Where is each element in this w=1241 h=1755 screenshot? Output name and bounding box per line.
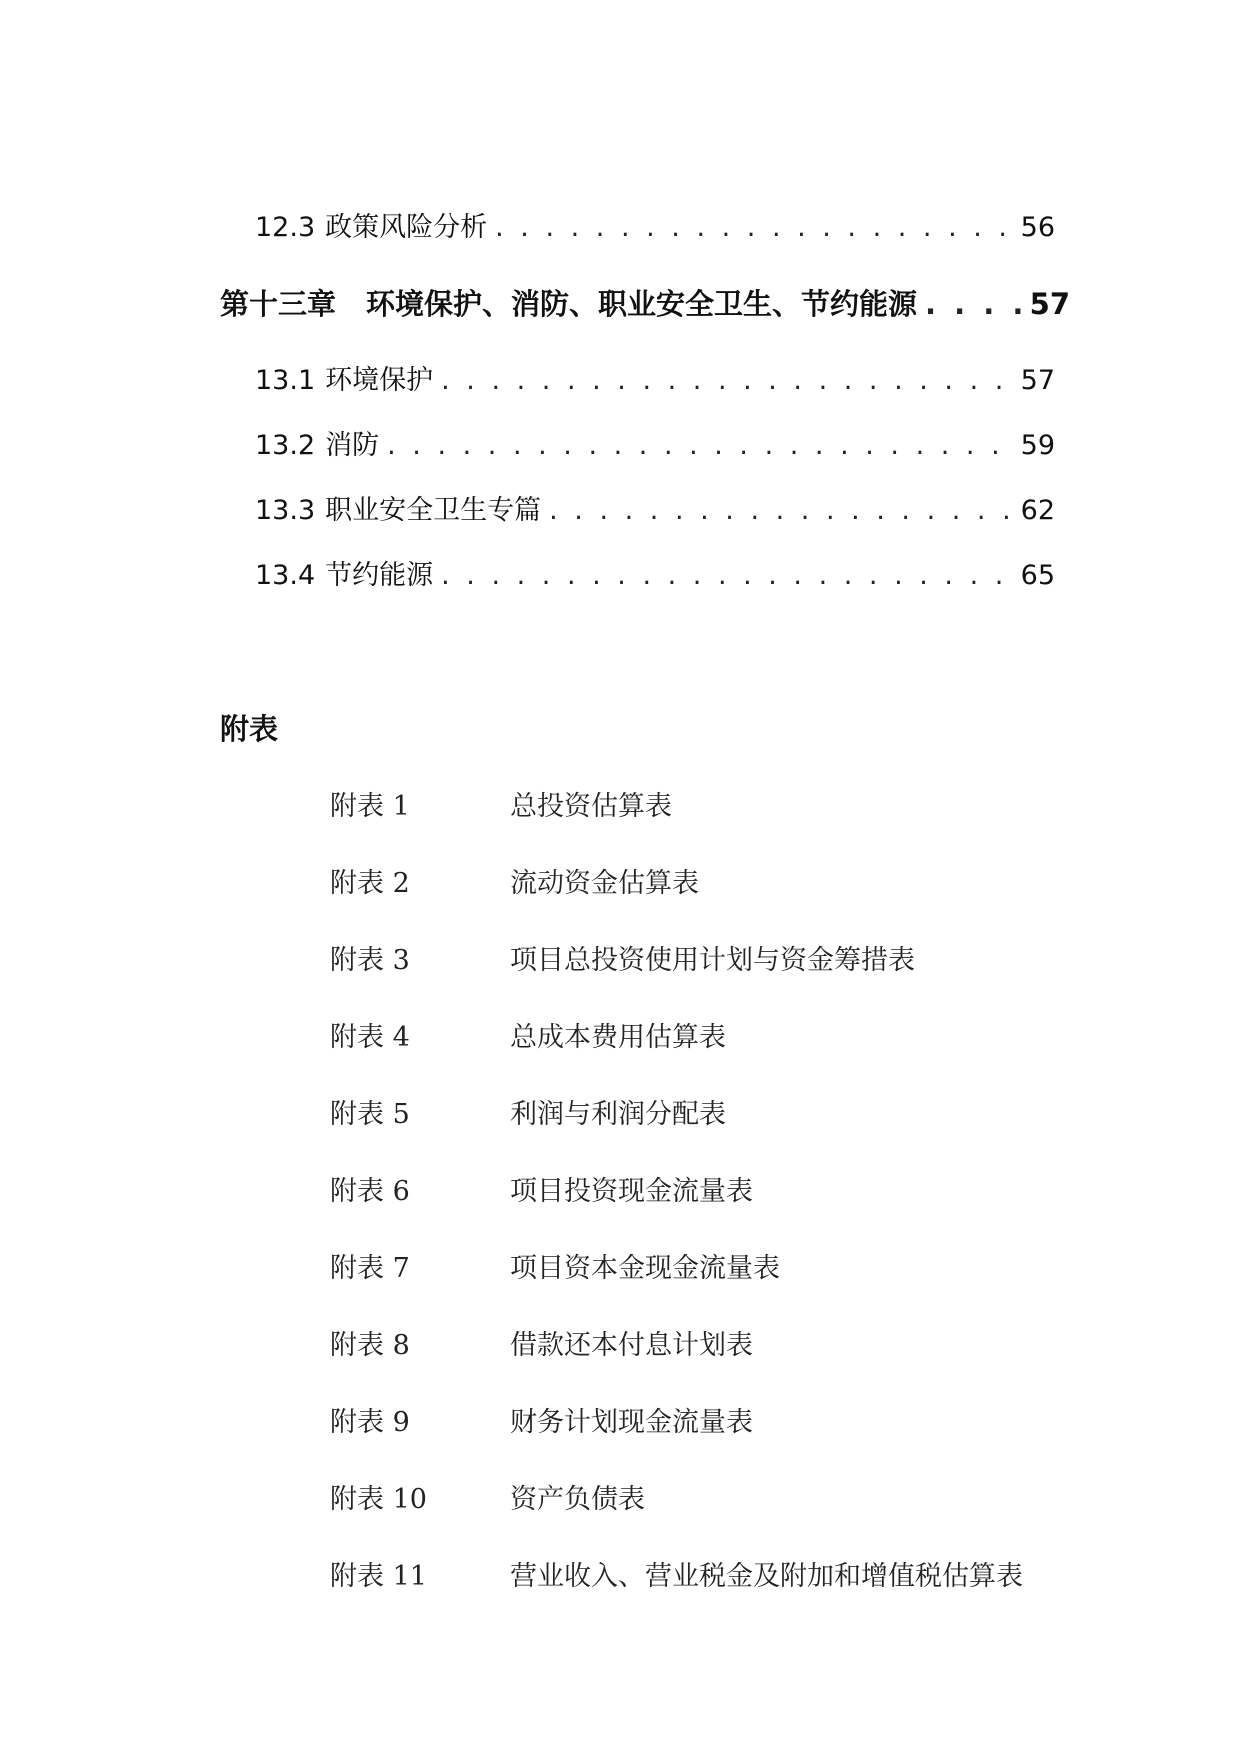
appendix-label: 附表 1 — [330, 791, 410, 822]
toc-title: 环境保护 — [325, 365, 434, 396]
toc-entry-chapter-13[interactable] — [220, 286, 1070, 322]
appendix-title: 利润与利润分配表 — [510, 1099, 726, 1130]
toc-page-number: 59 — [1020, 430, 1055, 461]
toc-chapter-title: 环境保护、消防、职业安全卫生、节约能源 — [366, 287, 918, 321]
appendix-title: 项目投资现金流量表 — [510, 1176, 753, 1207]
toc-page-number: 56 — [1020, 212, 1055, 243]
appendix-label: 附表 8 — [330, 1330, 410, 1361]
appendix-label: 附表 9 — [330, 1407, 410, 1438]
appendix-title: 项目总投资使用计划与资金筹措表 — [510, 945, 915, 976]
toc-number: 13.1 — [255, 365, 316, 396]
toc-entry-13-1[interactable] — [255, 363, 1055, 399]
appendix-title: 借款还本付息计划表 — [510, 1330, 753, 1361]
toc-title: 消防 — [325, 430, 380, 461]
appendix-label: 附表 3 — [330, 945, 410, 976]
toc-entry-12-3[interactable] — [255, 210, 1055, 246]
toc-entry-13-2[interactable] — [255, 428, 1055, 464]
appendix-label: 附表 6 — [330, 1176, 410, 1207]
toc-page-number: 62 — [1020, 495, 1055, 526]
appendix-title: 资产负债表 — [510, 1484, 645, 1515]
appendix-title: 总投资估算表 — [510, 791, 672, 822]
toc-page-number: 57 — [1020, 365, 1055, 396]
toc-number: 13.4 — [255, 560, 316, 591]
toc-leader-dots — [441, 558, 1015, 594]
appendix-label: 附表 11 — [330, 1561, 427, 1592]
toc-number: 13.3 — [255, 495, 316, 526]
toc-leader-dots — [495, 210, 1015, 246]
appendix-title: 财务计划现金流量表 — [510, 1407, 753, 1438]
toc-page-number: 57 — [1029, 287, 1070, 321]
toc-entry-13-3[interactable] — [255, 493, 1055, 529]
appendix-title: 总成本费用估算表 — [510, 1022, 726, 1053]
toc-leader-dots — [925, 286, 1024, 322]
toc-title: 政策风险分析 — [325, 212, 488, 243]
appendix-label: 附表 7 — [330, 1253, 410, 1284]
appendix-label: 附表 10 — [330, 1484, 427, 1515]
toc-title: 节约能源 — [325, 560, 434, 591]
toc-number: 13.2 — [255, 430, 316, 461]
toc-leader-dots — [441, 363, 1015, 399]
toc-page-number: 65 — [1020, 560, 1055, 591]
toc-chapter-number: 第十三章 — [220, 287, 337, 321]
toc-number: 12.3 — [255, 212, 316, 243]
appendix-label: 附表 2 — [330, 868, 410, 899]
appendix-heading: 附表 — [220, 712, 279, 746]
appendix-label: 附表 5 — [330, 1099, 410, 1130]
appendix-title: 营业收入、营业税金及附加和增值税估算表 — [510, 1561, 1023, 1592]
appendix-title: 流动资金估算表 — [510, 868, 699, 899]
toc-entry-13-4[interactable] — [255, 558, 1055, 594]
appendix-label: 附表 4 — [330, 1022, 410, 1053]
appendix-title: 项目资本金现金流量表 — [510, 1253, 780, 1284]
toc-leader-dots — [387, 428, 1015, 464]
toc-title: 职业安全卫生专篇 — [325, 495, 542, 526]
toc-leader-dots — [549, 493, 1015, 529]
